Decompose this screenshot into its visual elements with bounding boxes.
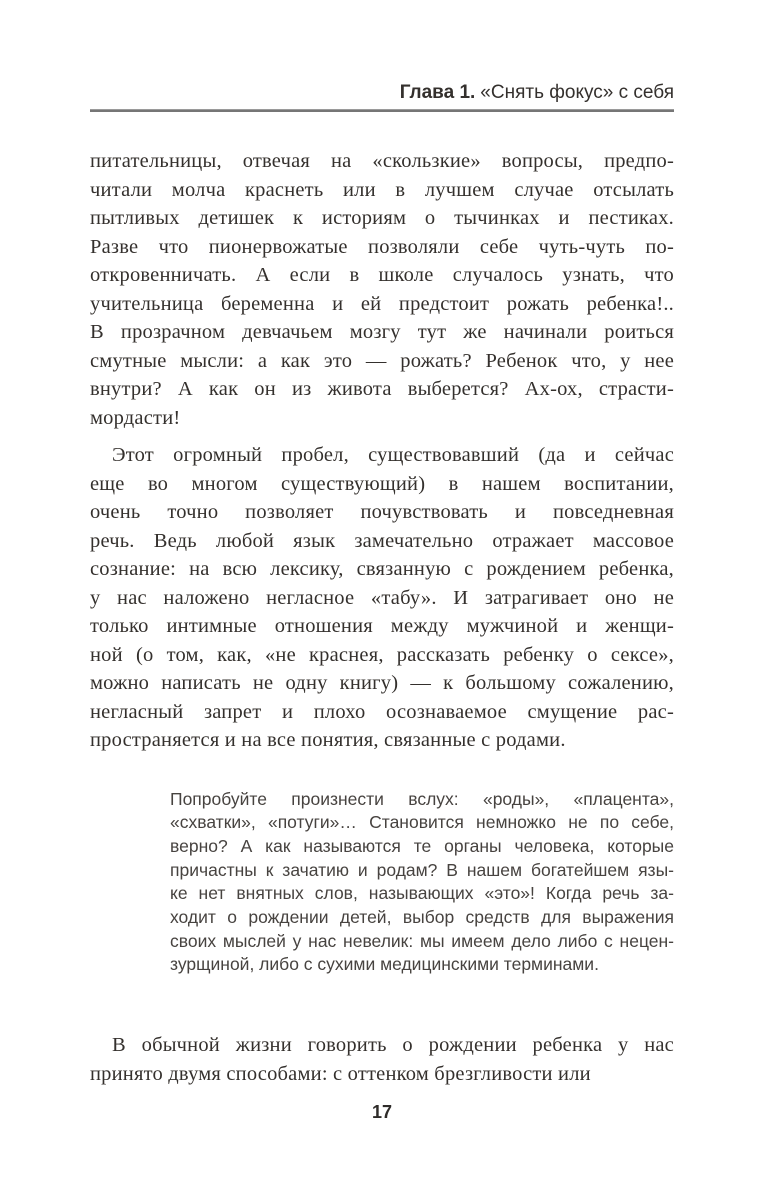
body-text	[90, 147, 674, 1088]
text-line: пытливых детишек к историям о тычинках и пестиках.	[90, 207, 674, 229]
text-line: откровенничать. А если в школе случалось узнать, что	[90, 264, 674, 286]
text-line: мордасти!	[90, 406, 181, 429]
running-header	[90, 81, 674, 105]
paragraph-closing	[90, 1031, 674, 1088]
text-line: ной (о том, как, «не краснея, рассказать ребенку о сексе»,	[90, 643, 674, 666]
text-line: речь. Ведь любой язык замечательно отражает массовое	[90, 529, 674, 552]
text-line: читали молча краснеть или в лучшем случае отсылать	[90, 178, 674, 201]
text-line: Этот огромный пробел, существовавший (да и сейчас	[112, 444, 674, 466]
page-number: 17	[371, 1102, 393, 1122]
text-line: сознание: на всю лексику, связанную с рождением ребенка,	[90, 558, 674, 580]
text-line: очень точно позволяет почувствовать и повседневная	[90, 501, 674, 523]
text-line: своих мыслей у нас невелик: мы имеем дело либо с нецен-	[170, 930, 674, 951]
text-line: «схватки», «потуги»… Становится немножко не по себе,	[170, 812, 674, 833]
text-line: еще во многом существующий) в нашем воспитании,	[90, 472, 674, 495]
text-line: можно написать не одну книгу) — к большому сожалению,	[90, 672, 674, 694]
text-line: зурщиной, либо с сухими медицинскими терминами.	[170, 954, 599, 975]
paragraph-main	[90, 441, 674, 755]
text-line: принято двумя способами: с оттенком брезгливости или	[90, 1062, 591, 1085]
text-line: верно? А как называются те органы человека, которые	[170, 835, 674, 856]
text-line: смутные мысли: а как это — рожать? Ребенок что, у нее	[90, 349, 674, 372]
text-line: у нас наложено негласное «табу». И затрагивает оно не	[90, 586, 674, 609]
text-line: питательницы, отвечая на «скользкие» вопросы, предпо-	[90, 150, 674, 172]
paragraph-continuation	[90, 147, 674, 432]
text-line: негласный запрет и плохо осознаваемое смущение рас-	[90, 700, 674, 723]
text-line: только интимные отношения между мужчиной и женщи-	[90, 615, 674, 637]
text-line: ходит о рождении детей, выбор средств для выражения	[170, 907, 674, 928]
text-line: причастны к зачатию и родам? В нашем богатейшем язы-	[170, 859, 674, 880]
text-line: Попробуйте произнести вслух: «роды», «плацента»,	[170, 788, 674, 809]
text-line: учительница беременна и ей предстоит рожать ребенка!..	[90, 292, 674, 315]
text-line: ке нет внятных слов, называющих «это»! Когда речь за-	[170, 883, 674, 904]
text-line: внутри? А как он из живота выберется? Ах-ох, страсти-	[90, 378, 674, 400]
text-line: В обычной жизни говорить о рождении ребенка у нас	[112, 1034, 674, 1057]
text-line: В прозрачном девчачьем мозгу тут же начинали роиться	[90, 321, 674, 343]
block-quote	[170, 788, 674, 978]
chapter-label: Глава 1.	[399, 82, 476, 103]
text-line: Разве что пионервожатые позволяли себе чуть-чуть по-	[90, 235, 674, 258]
chapter-title: «Снять фокус» с себя	[480, 82, 674, 103]
text-line: пространяется и на все понятия, связанные с родами.	[90, 729, 566, 751]
header-rule	[90, 109, 674, 112]
